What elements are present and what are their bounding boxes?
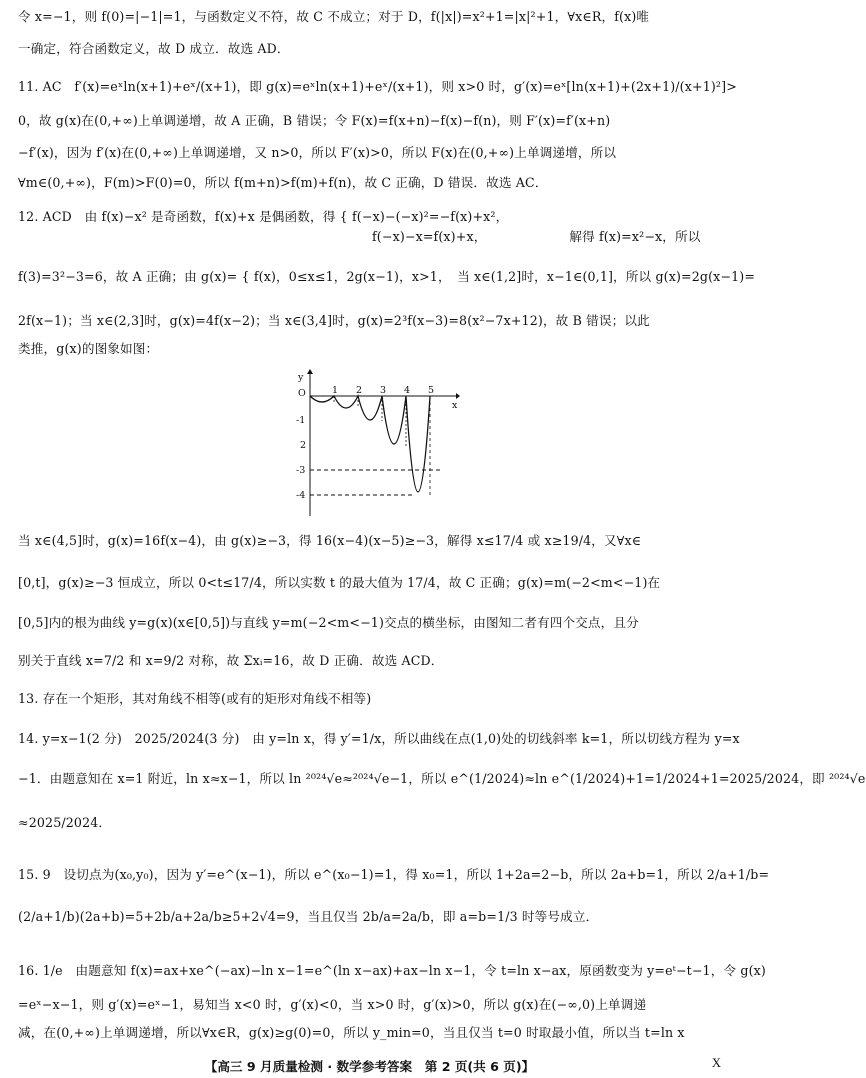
- g-graph-figure: [290, 368, 460, 518]
- y-tick-label: -3: [296, 465, 306, 476]
- text-line: 令 x=−1，则 f(0)=|−1|=1，与函数定义不符，故 C 不成立；对于 D，f(|x|)=x²+1=|x|²+1，∀x∈R，f(x)唯: [18, 9, 650, 24]
- text-line: 当 x∈(4,5]时，g(x)=16f(x−4)，由 g(x)≥−3，得 16(x−4)(x−5)≥−3，解得 x≤17/4 或 x≥19/4，又∀x∈: [18, 533, 642, 548]
- q11-line: 11. AC f′(x)=eˣln(x+1)+eˣ/(x+1)，即 g(x)=eˣln(x+1)+eˣ/(x+1)，则 x>0 时，g′(x)=eˣ[ln(x+1)+(2x+1)/(x+1)²]>: [18, 79, 737, 94]
- text-line: 别关于直线 x=7/2 和 x=9/2 对称，故 Σxᵢ=16，故 D 正确．故选 ACD．: [18, 653, 444, 668]
- x-tick-label: 1: [332, 385, 339, 396]
- q14-line: 14. y=x−1(2 分) 2025/2024(3 分) 由 y=ln x，得 y′=1/x，所以曲线在点(1,0)处的切线斜率 k=1，所以切线方程为 y=x: [18, 731, 740, 746]
- text-line: −1．由题意知在 x=1 附近，ln x≈x−1，所以 ln ²⁰²⁴√e≈²⁰²⁴√e−1，所以 e^(1/2024)≈ln e^(1/2024)+1=1/2024+1=2025/2024，即 ²⁰²⁴√e: [18, 771, 866, 786]
- text-line: 减，在(0,+∞)上单调递增，所以∀x∈R，g(x)≥g(0)=0，所以 y_min=0，当且仅当 t=0 时取最小值，所以当 t=ln x: [18, 1025, 685, 1040]
- text-line: [0,t]，g(x)≥−3 恒成立，所以 0<t≤17/4，所以实数 t 的最大值为 17/4，故 C 正确；g(x)=m(−2<m<−1)在: [18, 575, 661, 590]
- y-tick-label: 2: [300, 440, 307, 451]
- footer-corner-mark: X: [711, 1056, 721, 1070]
- q12-line: 12. ACD 由 f(x)−x² 是奇函数，f(x)+x 是偶函数，得 { f(−x)−(−x)²=−f(x)+x²，: [18, 209, 509, 224]
- x-tick-label: 4: [404, 385, 411, 396]
- text-line: 一确定，符合函数定义，故 D 成立．故选 AD．: [18, 41, 290, 56]
- q13-line: 13. 存在一个矩形，其对角线不相等(或有的矩形对角线不相等): [18, 691, 372, 706]
- origin-label: O: [298, 388, 306, 399]
- text-line: ≈2025/2024．: [18, 815, 112, 830]
- text-line: f(3)=3²−3=6，故 A 正确；由 g(x)= { f(x)，0≤x≤1，2g(x−1)，x>1， 当 x∈(1,2]时，x−1∈(0,1]，所以 g(x)=2g(x−1)=: [18, 269, 756, 284]
- y-tick-label: -4: [296, 490, 306, 501]
- y-tick-label: -1: [296, 415, 306, 426]
- text-line: =eˣ−x−1，则 g′(x)=eˣ−1，易知当 x<0 时，g′(x)<0，当 x>0 时，g′(x)>0，所以 g(x)在(−∞,0)上单调递: [18, 997, 647, 1012]
- text-line: [0,5]内的根为曲线 y=g(x)(x∈[0,5])与直线 y=m(−2<m<−1)交点的横坐标，由图知二者有四个交点，且分: [18, 615, 639, 630]
- q16-line: 16. 1/e 由题意知 f(x)=ax+xe^(−ax)−ln x−1=e^(ln x−ax)+ax−ln x−1，令 t=ln x−ax，原函数变为 y=eᵗ−t−1，令 g(x): [18, 963, 766, 978]
- x-tick-label: 2: [356, 385, 363, 396]
- x-tick-label: 3: [380, 385, 387, 396]
- text-line: −f′(x)，因为 f′(x)在(0,+∞)上单调递增，又 n>0，所以 F′(x)>0，所以 F(x)在(0,+∞)上单调递增，所以: [18, 145, 617, 160]
- x-axis-arrow-icon: [456, 393, 460, 399]
- x-axis-label: x: [452, 400, 458, 411]
- g-curve: [310, 396, 430, 492]
- y-axis-arrow-icon: [307, 369, 313, 374]
- y-axis-label: y: [298, 372, 304, 383]
- text-line: ∀m∈(0,+∞)，F(m)>F(0)=0，所以 f(m+n)>f(m)+f(n)，故 C 正确，D 错误．故选 AC．: [18, 175, 548, 190]
- text-line: 2f(x−1)；当 x∈(2,3]时，g(x)=4f(x−2)；当 x∈(3,4]时，g(x)=2³f(x−3)=8(x²−7x+12)，故 B 错误；以此: [18, 313, 650, 328]
- text-line: (2/a+1/b)(2a+b)=5+2b/a+2a/b≥5+2√4=9，当且仅当 2b/a=2a/b，即 a=b=1/3 时等号成立．: [18, 909, 599, 924]
- x-tick-label: 5: [428, 385, 435, 396]
- text-line: 0，故 g(x)在(0,+∞)上单调递增，故 A 正确，B 错误；令 F(x)=f(x+n)−f(x)−f(n)，则 F′(x)=f′(x+n): [18, 113, 611, 128]
- text-line: 类推，g(x)的图象如图：: [18, 341, 159, 356]
- footer-title: 【高三 9 月质量检测 · 数学参考答案 第 2 页(共 6 页)】: [204, 1059, 535, 1074]
- text-line: f(−x)−x=f(x)+x， 解得 f(x)=x²−x，所以: [372, 229, 701, 244]
- q15-line: 15. 9 设切点为(x₀,y₀)，因为 y′=e^(x−1)，所以 e^(x₀−1)=1，得 x₀=1，所以 1+2a=2−b，所以 2a+b=1，所以 2/a+1/b=: [18, 867, 770, 882]
